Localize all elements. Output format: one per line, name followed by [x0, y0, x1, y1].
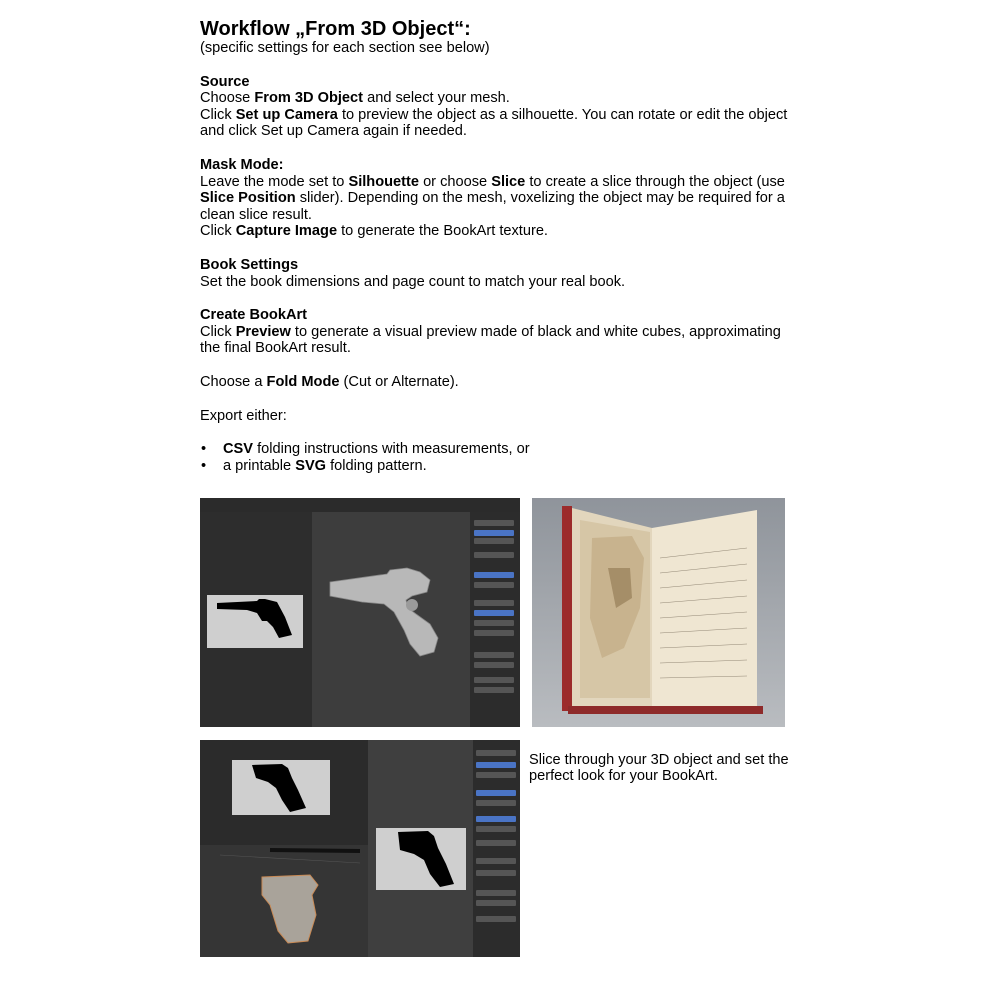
- heading-source: Source: [200, 73, 250, 90]
- revolver-3d-model-icon: [312, 512, 470, 727]
- grip-silhouette-icon: [376, 828, 466, 890]
- blender-properties-panel: [470, 512, 520, 727]
- heading-mask-mode: Mask Mode:: [200, 156, 284, 173]
- silhouette-preview: [207, 595, 303, 648]
- source-line-1: Choose From 3D Object and select your mesh.: [200, 90, 510, 107]
- blender-properties-panel: [473, 740, 520, 957]
- list-item: • a printable SVG folding pattern.: [201, 457, 427, 474]
- list-item: • CSV folding instructions with measurements, or: [201, 441, 530, 458]
- section-book-settings: [200, 257, 800, 290]
- blender-right-viewport[interactable]: [368, 740, 473, 957]
- bookart-photo: [532, 498, 785, 727]
- section-mask-mode: [200, 157, 800, 240]
- page-title: Workflow „From 3D Object“:: [200, 18, 471, 40]
- book-line-1: Set the book dimensions and page count to match your real book.: [200, 273, 626, 290]
- export-list: [200, 441, 800, 474]
- bullet-icon: •: [201, 441, 207, 458]
- page-subtitle: (specific settings for each section see below): [200, 40, 490, 56]
- heading-create-bookart: Create BookArt: [200, 307, 308, 324]
- grip-silhouette-icon: [232, 760, 330, 815]
- section-create-bookart: [200, 307, 800, 357]
- slice-preview-large: [376, 828, 466, 890]
- blender-screenshot-slice: [200, 740, 520, 957]
- section-fold-mode: [200, 374, 800, 391]
- instructions: [200, 18, 800, 474]
- blender-screenshot-revolver: [200, 498, 520, 727]
- revolver-silhouette-icon: [207, 595, 303, 648]
- mask-line-2: Click Capture Image to generate the BookArt texture.: [200, 223, 548, 240]
- blender-bottom-viewport[interactable]: [200, 845, 368, 957]
- bullet-icon: •: [201, 457, 207, 474]
- blender-3d-viewport[interactable]: [312, 512, 470, 727]
- blender-top-bar: [200, 498, 520, 513]
- export-intro: Export either:: [200, 407, 287, 424]
- image-caption: Slice through your 3D object and set the perfect look for your BookArt.: [529, 751, 789, 785]
- fold-line: Choose a Fold Mode (Cut or Alternate).: [200, 373, 459, 390]
- mask-line-1: Leave the mode set to Silhouette or choose Slice to create a slice through the object (use Slice Position slider). Depending on the mesh, voxelizing the object may be required for a clean slice result.: [200, 173, 785, 223]
- slice-mesh-icon: [200, 845, 368, 957]
- source-line-2: Click Set up Camera to preview the object as a silhouette. You can rotate or edit the object and click Set up Camera again if needed.: [200, 106, 788, 140]
- heading-book-settings: Book Settings: [200, 256, 299, 273]
- section-source: [200, 74, 800, 140]
- folded-book-image: [532, 498, 785, 727]
- slice-preview: [232, 760, 330, 815]
- section-export: [200, 408, 800, 425]
- create-line-1: Click Preview to generate a visual preview made of black and white cubes, approximating the final BookArt result.: [200, 323, 781, 357]
